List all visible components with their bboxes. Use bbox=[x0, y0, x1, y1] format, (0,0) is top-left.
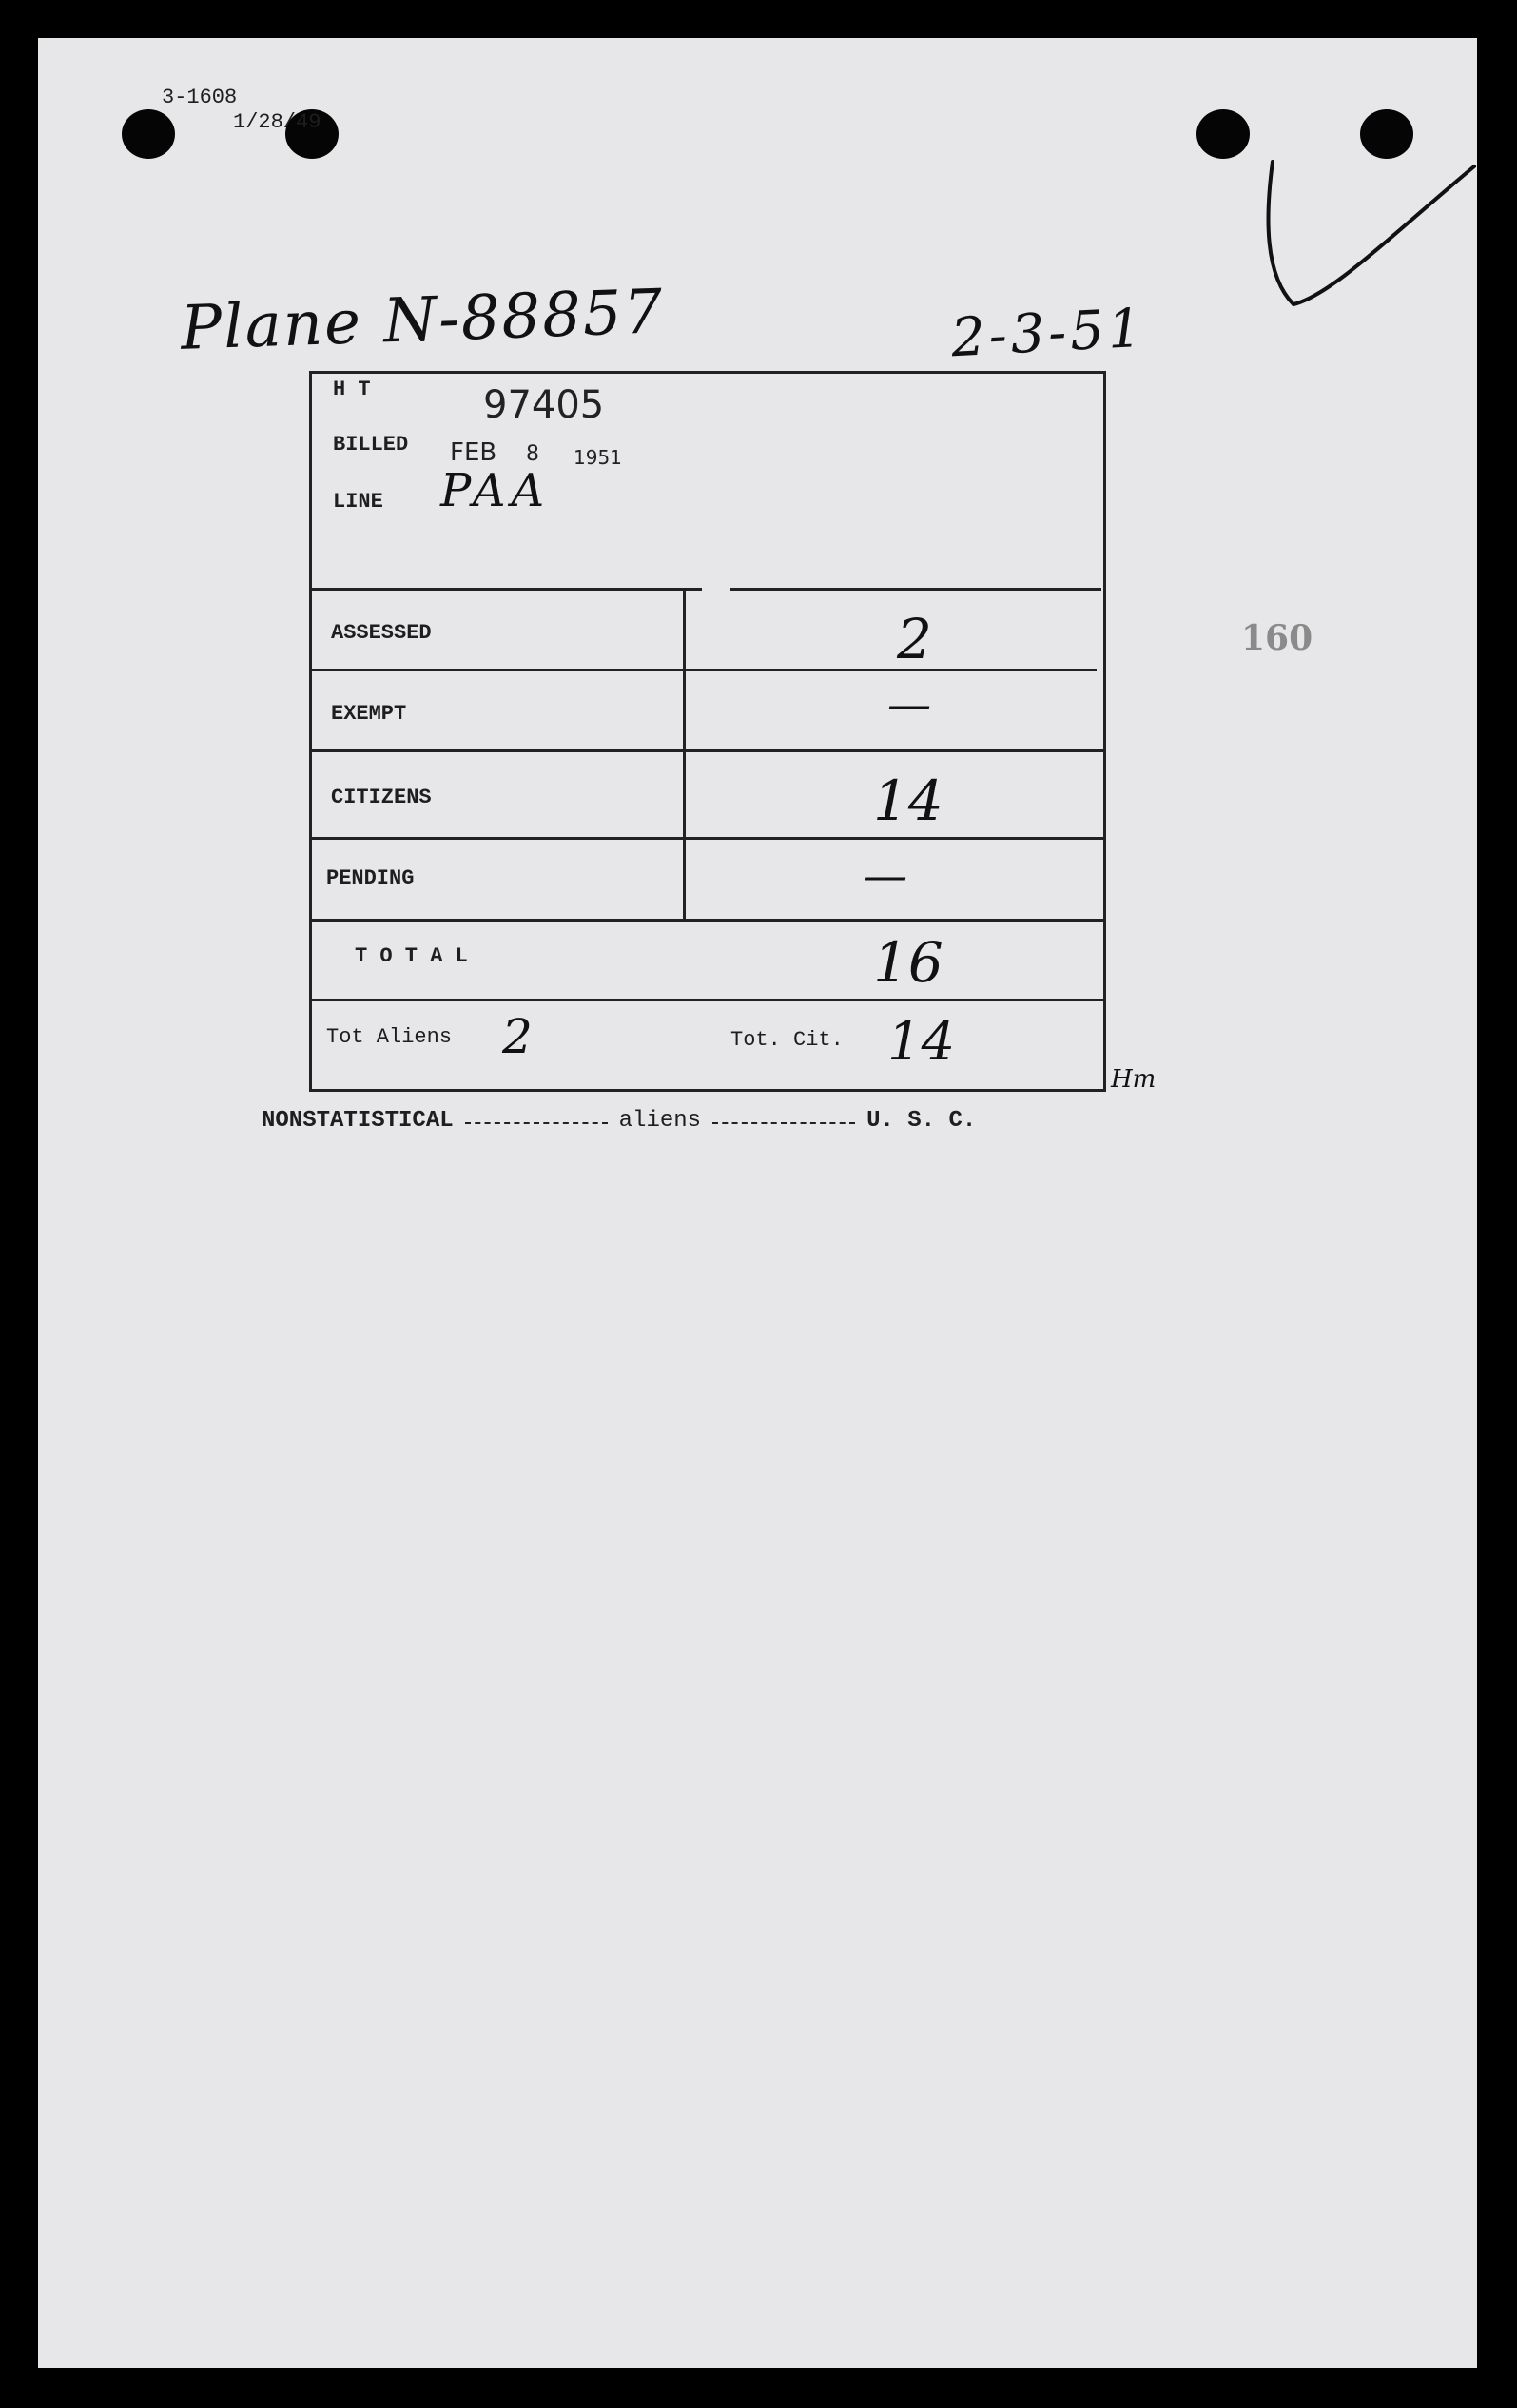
tot-cit-label: Tot. Cit. bbox=[730, 1028, 844, 1052]
rule-row-5 bbox=[312, 999, 1106, 1001]
form-date: 1/28/49 bbox=[233, 110, 321, 134]
rule-row-4 bbox=[312, 919, 1106, 922]
nonstat-usc-blank bbox=[712, 1122, 855, 1124]
nonstat-aliens-label: aliens bbox=[618, 1108, 702, 1134]
rule-row-1 bbox=[312, 669, 1097, 671]
tot-aliens-value: 2 bbox=[502, 1009, 533, 1064]
total-value: 16 bbox=[873, 930, 943, 995]
handwritten-date: 2-3-51 bbox=[949, 297, 1147, 370]
nonstatistical-line bbox=[262, 1108, 976, 1134]
line-label: LINE bbox=[333, 490, 383, 514]
tot-aliens-label: Tot Aliens bbox=[326, 1025, 453, 1049]
total-label: T O T A L bbox=[355, 944, 468, 968]
row-label-citizens: CITIZENS bbox=[331, 786, 432, 809]
tot-cit-value: 14 bbox=[887, 1011, 956, 1073]
row-value-pending: — bbox=[864, 849, 907, 901]
manifest-form bbox=[309, 371, 1106, 1092]
billed-year: 1951 bbox=[574, 446, 622, 469]
rule-header bbox=[312, 588, 702, 591]
rule-header-right bbox=[730, 588, 1101, 591]
billed-day: 8 bbox=[526, 442, 539, 466]
form-number: 3-1608 bbox=[162, 86, 238, 109]
nonstat-aliens-blank bbox=[465, 1122, 608, 1124]
nonstat-label: NONSTATISTICAL bbox=[262, 1108, 454, 1134]
row-label-pending: PENDING bbox=[326, 866, 415, 890]
billed-month: FEB bbox=[450, 438, 497, 467]
row-value-assessed: 2 bbox=[897, 607, 932, 671]
page-number: 160 bbox=[1241, 618, 1313, 658]
document-page bbox=[38, 38, 1477, 2368]
row-value-exempt: — bbox=[887, 678, 931, 729]
ht-label: H T bbox=[333, 378, 371, 401]
row-label-exempt: EXEMPT bbox=[331, 702, 407, 726]
form-code bbox=[128, 86, 321, 135]
checkmark-icon bbox=[1265, 152, 1477, 333]
line-value: PAA bbox=[440, 464, 551, 517]
rule-row-2 bbox=[312, 749, 1106, 752]
row-value-citizens: 14 bbox=[873, 768, 943, 833]
ht-number: 97405 bbox=[483, 383, 605, 427]
punch-hole-right bbox=[1196, 109, 1250, 159]
initials: Hm bbox=[1111, 1065, 1157, 1094]
nonstat-usc-label: U. S. C. bbox=[866, 1108, 977, 1134]
row-label-assessed: ASSESSED bbox=[331, 621, 432, 645]
rule-middle bbox=[683, 591, 686, 919]
billed-label: BILLED bbox=[333, 433, 409, 456]
plane-number: Plane N-88857 bbox=[179, 277, 666, 364]
rule-row-3 bbox=[312, 837, 1106, 840]
